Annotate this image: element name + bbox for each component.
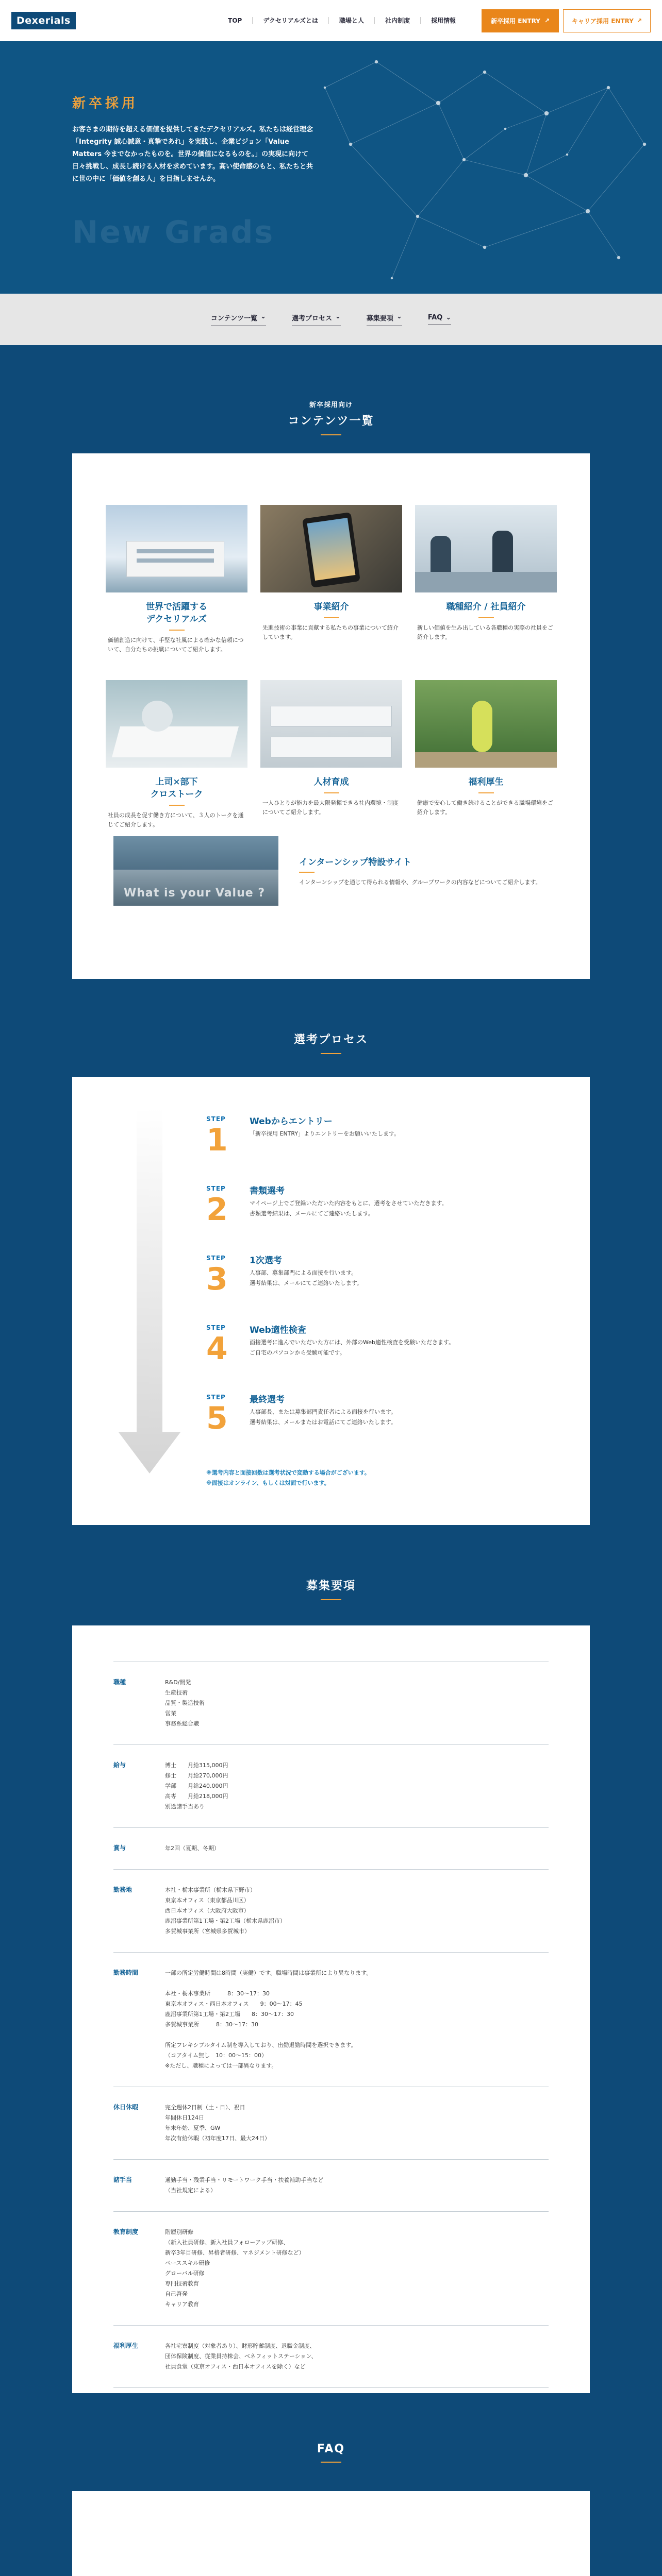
recruit-row-key: 休日休暇 [113, 2104, 139, 2111]
heading-underline [321, 434, 341, 435]
internship-desc: インターンシップを通じて得られる情報や、グループワークの内容などについてご紹介します。 [299, 878, 541, 886]
step-2 [206, 1185, 516, 1228]
contents-subtitle: 新卒採用向け [309, 401, 353, 409]
process-title: 選考プロセス [293, 1033, 368, 1046]
card-image-office [415, 505, 557, 592]
card-training[interactable] [260, 680, 402, 817]
faq-list-recruit [217, 2573, 552, 2576]
hero-text: お客さまの期待を超える価値を提供してきたデクセリアルズ。私たちは経営理念「Integrity 誠心誠意・真摯であれ」を実践し、企業ビジョン「Value Matters 今までなかったものを。世界の価値になるものを。」の実現に向けて日々挑戦し、成長し続ける人材を求めています。高い使命感のもと、私たちと共に世の中に「価値を創る人」を目指しませんか。 [72, 126, 313, 183]
recruit-row-value: R&D/開発 生産技術 品質・製造技術 営業 事務系総合職 [165, 1679, 205, 1727]
step-number: 4 [206, 1331, 228, 1367]
contents-heading [0, 399, 662, 435]
recruit-row [113, 2087, 549, 2160]
site-header [0, 0, 662, 41]
internship-banner[interactable] [113, 835, 552, 907]
step-desc: 面接選考に進んでいただいた方には、外部のWeb適性検査を受験いただきます。 ご自宅のパソコンから受験可能です。 [250, 1339, 455, 1356]
contents-panel [72, 453, 590, 979]
step-number: 3 [206, 1261, 228, 1297]
faq-panel [72, 2491, 590, 2576]
card-desc: 新しい価値を生み出している各職種の実際の社員をご紹介します。 [417, 624, 553, 640]
card-underline [169, 630, 185, 631]
step-1 [206, 1115, 516, 1158]
internship-underline [299, 872, 315, 873]
step-label: STEP [206, 1394, 226, 1401]
card-title: 福利厚生 [468, 777, 504, 787]
card-image-lab [260, 680, 402, 768]
chevron-down-icon: ⌄ [396, 313, 402, 320]
recruit-row [113, 2212, 549, 2326]
card-image-meeting [106, 680, 247, 768]
recruit-row [113, 1745, 549, 1828]
card-welfare[interactable] [415, 680, 557, 817]
step-label: STEP [206, 1324, 226, 1331]
anchor-nav [0, 294, 662, 345]
anchor-label: コンテンツ一覧 [210, 315, 258, 323]
step-4 [206, 1324, 516, 1367]
external-link-icon: ↗ [544, 17, 550, 24]
recruit-row-key: 勤務時間 [113, 1969, 139, 1976]
step-desc: マイページ上でご登録いただいた内容をもとに、選考をさせていただきます。 書類選考結果は、メールにてご連絡いたします。 [250, 1200, 448, 1217]
step-title: 最終選考 [250, 1395, 285, 1405]
anchor-label: 選考プロセス [292, 315, 333, 323]
card-underline [324, 792, 339, 793]
card-underline [324, 617, 339, 618]
card-desc: 先進技術の事業に貢献する私たちの事業について紹介しています。 [262, 624, 399, 640]
recruit-row-value: 完全週休2日制（土・日）、祝日 年間休日124日 年末年始、夏季、GW 年次有給休暇（初年度17日、最大24日） [165, 2104, 270, 2142]
recruit-title: 募集要項 [306, 1580, 356, 1592]
chevron-down-icon: ⌄ [260, 313, 266, 320]
recruit-row-value: 博士 月給315,000円 修士 月給270,000円 学部 月給240,000円 高専 月給218,000円 別途諸手当あり [165, 1762, 228, 1810]
process-note: ※面接はオンライン、もしくは対面で行います。 [206, 1480, 330, 1486]
down-arrow-graphic [119, 1108, 180, 1473]
hero [0, 41, 662, 294]
nav-about[interactable]: デクセリアルズとは [253, 17, 329, 24]
recruit-row-value: 各社宅寮制度（対象者あり）、財形貯蓄制度、退職金制度、 団体保険制度、従業員持株会、ベネフィットステーション、 社員食堂（東京オフィス・西日本オフィスを除く）など [165, 2343, 317, 2370]
card-desc: 価値創造に向けて、手堅な社風による確かな信頼について、自分たちの挑戦についてご紹介します。 [108, 637, 244, 653]
card-jobs[interactable] [415, 505, 557, 642]
nav-system[interactable]: 社内制度 [375, 17, 421, 24]
step-desc: 人事部長、または募集部門責任者による面接を行います。 選考結果は、メールまたはお電話にてご連絡いたします。 [250, 1409, 397, 1426]
recruit-row-key: 給与 [113, 1761, 126, 1769]
anchor-contents[interactable] [211, 313, 266, 326]
new-grad-entry-button[interactable] [482, 9, 559, 32]
card-title: 人材育成 [313, 777, 349, 787]
card-title: 事業紹介 [313, 602, 349, 612]
process-panel [72, 1077, 590, 1525]
step-label: STEP [206, 1255, 226, 1262]
card-desc: 健康で安心して働き続けることができる職場環境をご紹介します。 [417, 800, 553, 816]
step-title: 書類選考 [250, 1186, 285, 1196]
heading-underline [321, 1599, 341, 1600]
nav-top[interactable]: TOP [218, 17, 253, 24]
recruit-row [113, 1662, 549, 1745]
logo[interactable]: Dexerials [11, 12, 76, 29]
card-underline [478, 617, 494, 618]
recruit-row-key: 職種 [113, 1679, 126, 1686]
nav-recruit[interactable]: 採用情報 [431, 17, 456, 24]
recruit-panel [72, 1625, 590, 2393]
card-underline [478, 792, 494, 793]
step-desc: 人事部、募集部門による面接を行います。 選考結果は、メールにてご連絡いたします。 [250, 1269, 362, 1286]
contents-title: コンテンツ一覧 [288, 415, 374, 428]
anchor-faq[interactable] [428, 314, 451, 325]
heading-underline [321, 1053, 341, 1054]
anchor-process[interactable] [292, 313, 341, 326]
step-number: 5 [206, 1400, 228, 1436]
card-title: 世界で活躍する デクセリアルズ [146, 602, 207, 624]
internship-title: インターンシップ特設サイト [299, 857, 412, 868]
entry-button-label: 新卒採用 ENTRY [491, 17, 540, 25]
recruit-row-value: 通勤手当・残業手当・リモートワーク手当・扶養補助手当など （当社規定による） [165, 2177, 324, 2194]
step-label: STEP [206, 1185, 226, 1192]
process-note: ※選考内容と面接回数は選考状況で変動する場合がございます。 [206, 1469, 370, 1476]
recruit-row [113, 1953, 549, 2087]
recruit-row [113, 1828, 549, 1870]
recruit-row-key: 諸手当 [113, 2176, 133, 2183]
card-desc: 一人ひとりが能力を最大限発揮できる社内環境・制度についてご紹介します。 [262, 800, 399, 816]
card-title: 上司×部下 クロストーク [150, 777, 203, 800]
card-crosstalk[interactable] [106, 680, 247, 829]
step-desc: 「新卒採用 ENTRY」よりエントリーをお願いいたします。 [250, 1130, 400, 1137]
recruit-row-value: 一部の所定労働時間は8時間（実働）です。職場時間は事業所により異なります。 本社・栃木事業所 8：30〜17：30 東京本オフィス・西日本オフィス 9：00〜17：45 鹿沼事業所第1工場・第2工場 8：30〜17：30 多賀城事業所 8：30〜17：30 所定フレキシブルタイム制を導入しており、出勤退勤時間を選択できます。 （コアタイム無し 10：00〜15：00） ※ただし、職種によっては一部異なります。 [165, 1970, 372, 2069]
faq-title: FAQ [317, 2443, 345, 2455]
recruit-row-key: 賞与 [113, 1844, 126, 1852]
hero-english-title: New Grads [72, 214, 275, 250]
recruit-row [113, 2326, 549, 2388]
career-entry-label: キャリア採用 ENTRY [572, 17, 634, 25]
recruit-row [113, 2160, 549, 2212]
step-title: Webからエントリー [250, 1116, 333, 1127]
chevron-down-icon: ⌄ [445, 314, 452, 321]
card-image-building [106, 505, 247, 592]
step-5 [206, 1394, 516, 1436]
card-global[interactable] [106, 505, 247, 654]
card-image-tablet [260, 505, 402, 592]
internship-image [113, 836, 278, 906]
recruit-row [113, 1870, 549, 1953]
step-label: STEP [206, 1115, 226, 1123]
anchor-recruit[interactable] [367, 313, 402, 326]
page-title: 新卒採用 [72, 96, 139, 111]
card-underline [169, 805, 185, 806]
career-entry-button[interactable] [563, 9, 651, 32]
faq-heading [0, 2439, 662, 2463]
card-image-sports [415, 680, 557, 768]
anchor-label: 募集要項 [366, 315, 393, 323]
recruit-row-value: 年2回（夏期、冬期） [165, 1845, 220, 1852]
heading-underline [321, 2462, 341, 2463]
step-number: 1 [206, 1122, 228, 1158]
step-3 [206, 1255, 516, 1297]
chevron-down-icon: ⌄ [335, 313, 341, 320]
step-number: 2 [206, 1192, 228, 1228]
recruit-row-value: 本社・栃木事業所（栃木県下野市） 東京本オフィス（東京都品川区） 西日本オフィス（大阪府大阪市） 鹿沼事業所第1工場・第2工場（栃木県鹿沼市） 多賀城事業所（宮城県多賀城市） [165, 1887, 286, 1935]
process-heading [0, 1028, 662, 1054]
card-title: 職種紹介 / 社員紹介 [446, 602, 526, 612]
step-title: Web適性検査 [250, 1325, 306, 1335]
main-nav [218, 17, 466, 24]
recruit-table [113, 1662, 549, 2388]
recruit-heading [0, 1574, 662, 1600]
recruit-row-key: 勤務地 [113, 1886, 133, 1893]
card-business[interactable] [260, 505, 402, 642]
recruit-row-key: 福利厚生 [113, 2342, 139, 2349]
faq-question[interactable] [217, 2573, 552, 2576]
external-link-icon: ↗ [636, 17, 642, 24]
internship-caption: What is your Value ? [124, 886, 266, 900]
recruit-row-value: 階層別研修 （新入社員研修、新入社員フォローアップ研修、 新卒3年目研修、昇格者研修、マネジメント研修など） ベーススキル研修 グローバル研修 専門技術教育 自己啓発 キャリア教育 [165, 2229, 305, 2308]
step-title: 1次選考 [250, 1256, 282, 1266]
card-desc: 社員の成長を促す働き方について、３人のトークを通じてご紹介します。 [108, 812, 244, 828]
nav-people[interactable]: 職場と人 [329, 17, 375, 24]
recruit-row-key: 教育制度 [113, 2228, 139, 2235]
anchor-label: FAQ [427, 314, 443, 321]
